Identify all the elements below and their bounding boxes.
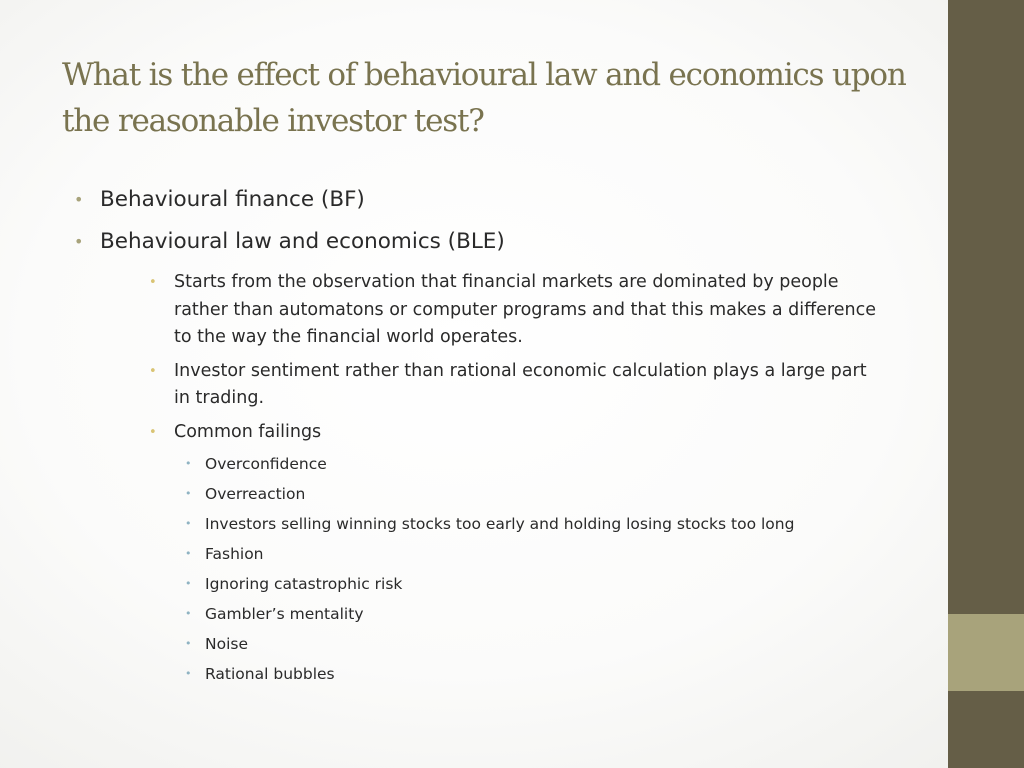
bullet-dot-icon: • bbox=[185, 637, 192, 650]
bullet-dot-icon: • bbox=[185, 607, 192, 620]
bullet-dot-icon: • bbox=[185, 547, 192, 560]
sub-bullet-text: Starts from the observation that financial markets are dominated by people rather than automatons or computer programs and that this makes a difference to the way the financial world operates. bbox=[174, 272, 876, 347]
bullet-list bbox=[0, 183, 940, 259]
failings-list bbox=[0, 452, 940, 686]
failing-item bbox=[185, 662, 865, 686]
failing-item bbox=[185, 452, 865, 476]
sub-bullet-list bbox=[0, 269, 940, 446]
bullet-dot-icon: • bbox=[149, 363, 157, 379]
failing-text: Fashion bbox=[205, 545, 264, 563]
bullet-dot-icon: • bbox=[185, 457, 192, 470]
bullet-behavioural-finance bbox=[74, 183, 900, 217]
failing-item bbox=[185, 572, 865, 596]
failing-text: Overreaction bbox=[205, 485, 306, 503]
bullet-dot-icon: • bbox=[185, 667, 192, 680]
failing-text: Investors selling winning stocks too early and holding losing stocks too long bbox=[205, 515, 795, 533]
failing-item bbox=[185, 632, 865, 656]
bullet-text: Behavioural law and economics (BLE) bbox=[100, 229, 505, 254]
bullet-dot-icon: • bbox=[185, 517, 192, 530]
sidebar-accent-block bbox=[948, 614, 1024, 691]
bullet-text: Behavioural finance (BF) bbox=[100, 187, 365, 212]
sub-bullet-common-failings bbox=[149, 419, 886, 447]
failing-text: Noise bbox=[205, 635, 248, 653]
failing-item bbox=[185, 602, 865, 626]
sub-bullet-text: Common failings bbox=[174, 421, 322, 442]
failing-text: Rational bubbles bbox=[205, 665, 335, 683]
bullet-dot-icon: • bbox=[149, 424, 157, 440]
bullet-dot-icon: • bbox=[74, 190, 84, 209]
failing-text: Overconfidence bbox=[205, 455, 327, 473]
failing-item bbox=[185, 482, 865, 506]
bullet-ble bbox=[74, 225, 900, 259]
failing-text: Ignoring catastrophic risk bbox=[205, 575, 403, 593]
bullet-dot-icon: • bbox=[149, 275, 157, 290]
bullet-dot-icon: • bbox=[185, 487, 192, 500]
failing-item bbox=[185, 542, 865, 566]
sub-bullet-sentiment bbox=[149, 358, 886, 413]
sub-bullet-observation bbox=[149, 269, 886, 352]
slide-title: What is the effect of behavioural law and economics upon the reasonable investor test? bbox=[62, 57, 906, 139]
sub-bullet-text: Investor sentiment rather than rational economic calculation plays a large part in trading. bbox=[174, 360, 867, 408]
bullet-dot-icon: • bbox=[74, 232, 84, 251]
slide-content bbox=[0, 183, 940, 692]
failing-item bbox=[185, 512, 865, 536]
bullet-dot-icon: • bbox=[185, 577, 192, 590]
failing-text: Gambler’s mentality bbox=[205, 605, 364, 623]
